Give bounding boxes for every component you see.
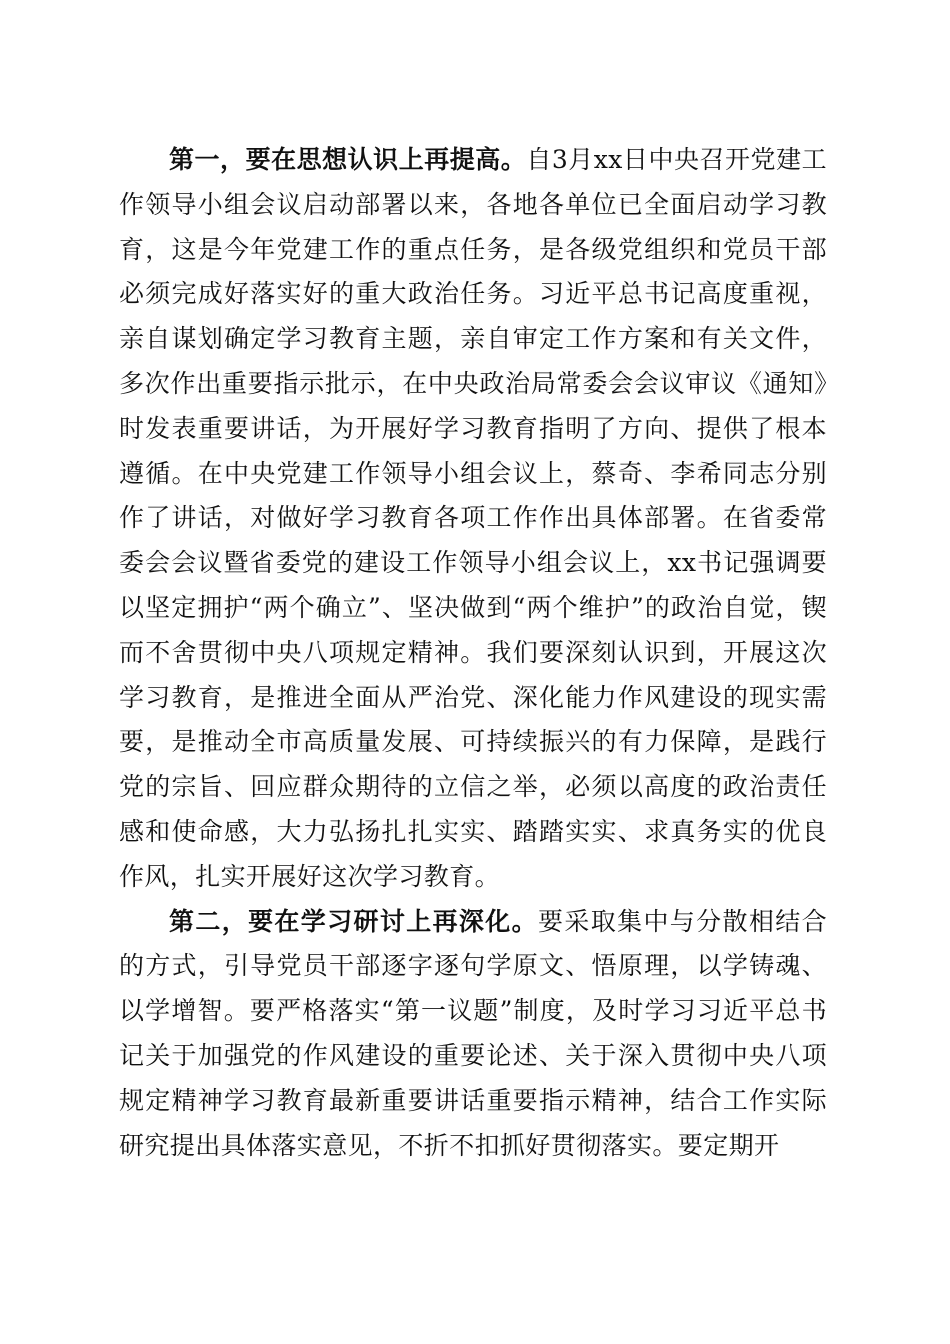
document-body [119,138,827,1168]
paragraph-2-text: 要采取集中与分散相结合的方式，引导党员干部逐字逐句学原文、悟原理，以学铸魂、以学增智。要严格落实“第一议题”制度，及时学习习近平总书记关于加强党的作风建设的重要论述、关于深入贯彻中央八项规定精神学习教育最新重要讲话重要指示精神，结合工作实际研究提出具体落实意见，不折不扣抓好贯彻落实。要定期开 [119,906,827,1160]
paragraph-1-text: 自3月xx日中央召开党建工作领导小组会议启动部署以来，各地各单位已全面启动学习教育，这是今年党建工作的重点任务，是各级党组织和党员干部必须完成好落实好的重大政治任务。习近平总书记高度重视，亲自谋划确定学习教育主题，亲自审定工作方案和有关文件，多次作出重要指示批示，在中央政治局常委会会议审议《通知》时发表重要讲话，为开展好学习教育指明了方向、提供了根本遵循。在中央党建工作领导小组会议上，蔡奇、李希同志分别作了讲话，对做好学习教育各项工作作出具体部署。在省委常委会会议暨省委党的建设工作领导小组会议上，xx书记强调要以坚定拥护“两个确立”、坚决做到“两个维护”的政治自觉，锲而不舍贯彻中央八项规定精神。我们要深刻认识到，开展这次学习教育，是推进全面从严治党、深化能力作风建设的现实需要，是推动全市高质量发展、可持续振兴的有力保障，是践行党的宗旨、回应群众期待的立信之举，必须以高度的政治责任感和使命感，大力弘扬扎扎实实、踏踏实实、求真务实的优良作风，扎实开展好这次学习教育。 [119,145,827,891]
paragraph-1 [119,138,827,900]
paragraph-2-heading: 第二，要在学习研讨上再深化。 [169,906,539,936]
paragraph-2 [119,900,827,1169]
paragraph-1-heading: 第一，要在思想认识上再提高。 [169,145,527,174]
